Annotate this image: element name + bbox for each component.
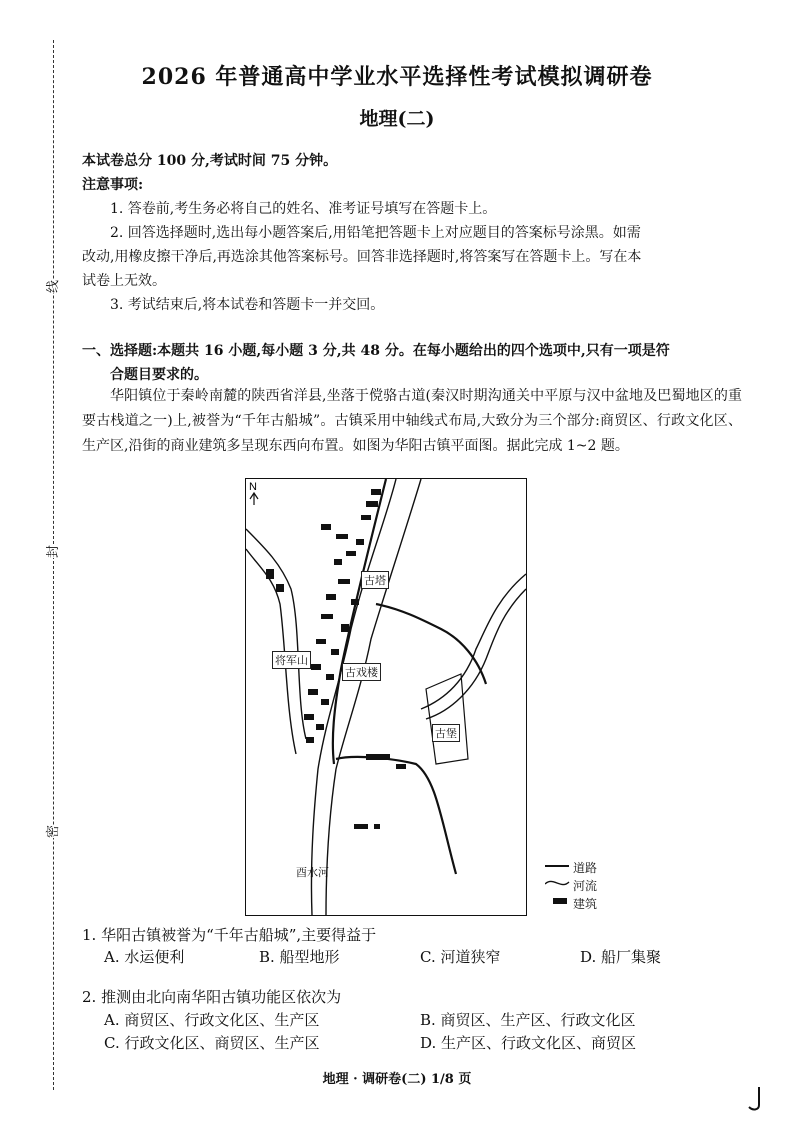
legend-building-label: 建筑 (573, 897, 598, 911)
label-xishuihe: 酉水河 (296, 866, 329, 879)
q1-option-b: B. 船型地形 (259, 948, 340, 966)
q2-option-d: D. 生产区、行政文化区、商贸区 (420, 1034, 637, 1052)
legend-symbols (545, 862, 571, 912)
margin-char-xian: 线 (40, 280, 63, 293)
page-footer: 地理 · 调研卷(二) 1/8 页 (322, 1072, 472, 1087)
section-heading-a: 一、选择题:本题共 16 小题,每小题 3 分,共 48 分。在每小题给出的四个选项中,只有一项是符 (82, 343, 670, 359)
q1-option-a: A. 水运便利 (104, 948, 185, 966)
road-south (336, 757, 456, 874)
q2-option-a: A. 商贸区、行政文化区、生产区 (104, 1011, 320, 1029)
map-drawing (246, 479, 526, 915)
question-2-stem: 2. 推测由北向南华阳古镇功能区依次为 (82, 988, 342, 1006)
road-east (376, 604, 486, 684)
legend-road-label: 道路 (573, 861, 598, 875)
q1-option-c: C. 河道狭窄 (420, 948, 501, 966)
question-1-stem: 1. 华阳古镇被誉为“千年古船城”,主要得益于 (82, 926, 377, 944)
town-map (245, 478, 527, 916)
notice-1: 1. 答卷前,考生务必将自己的姓名、准考证号填写在答题卡上。 (110, 201, 497, 217)
label-guta: 古塔 (361, 571, 389, 589)
binding-dashed-line (53, 40, 54, 1090)
page-subtitle: 地理(二) (359, 108, 435, 130)
river-east-branch-b (426, 589, 526, 719)
margin-char-mi: 密 (40, 825, 63, 838)
passage: 华阳镇位于秦岭南麓的陕西省洋县,坐落于傥骆古道(秦汉时期沟通关中平原与汉中盆地及巴蜀地区的重要古栈道之一)上,被誉为“千年古船城”。古镇采用中轴线式布局,大致分为三个部分:商贸区、行政文化区、生产区,沿街的商业建筑多呈现东西向布置。如图为华阳古镇平面图。据此完成 1~2 题。 (82, 388, 742, 454)
north-label: N (249, 481, 257, 493)
fort-outline (426, 674, 468, 764)
label-guxilou: 古戏楼 (342, 663, 381, 681)
legend-river-label: 河流 (573, 879, 598, 893)
river-east-branch-a (421, 574, 526, 709)
page-title: 2026 年普通高中学业水平选择性考试模拟调研卷 (141, 64, 653, 90)
label-gubao: 古堡 (432, 724, 460, 742)
q1-option-d: D. 船厂集聚 (580, 948, 662, 966)
notice-2c: 试卷上无效。 (82, 273, 166, 289)
q2-option-b: B. 商贸区、生产区、行政文化区 (420, 1011, 636, 1029)
total-info: 本试卷总分 100 分,考试时间 75 分钟。 (82, 153, 338, 169)
road-main (333, 479, 386, 764)
notice-2b: 改动,用橡皮擦干净后,再选涂其他答案标号。回答非选择题时,将答案写在答题卡上。写在本 (82, 249, 642, 265)
label-jiangjunshan: 将军山 (272, 651, 311, 669)
section-heading-b: 合题目要求的。 (110, 367, 208, 383)
corner-mark-icon (745, 1085, 765, 1113)
q2-option-c: C. 行政文化区、商贸区、生产区 (104, 1034, 320, 1052)
north-arrow (250, 493, 258, 505)
notice-2a: 2. 回答选择题时,选出每小题答案后,用铅笔把答题卡上对应题目的答案标号涂黑。如需 (110, 225, 641, 241)
notice-title: 注意事项: (82, 177, 144, 193)
river-main-west-bank (311, 479, 396, 915)
river-main-east-bank (326, 479, 421, 915)
notice-3: 3. 考试结束后,将本试卷和答题卡一并交回。 (110, 297, 385, 313)
legend-building-symbol (553, 898, 567, 904)
margin-char-feng: 封 (40, 545, 63, 558)
legend-river-symbol (545, 881, 569, 884)
